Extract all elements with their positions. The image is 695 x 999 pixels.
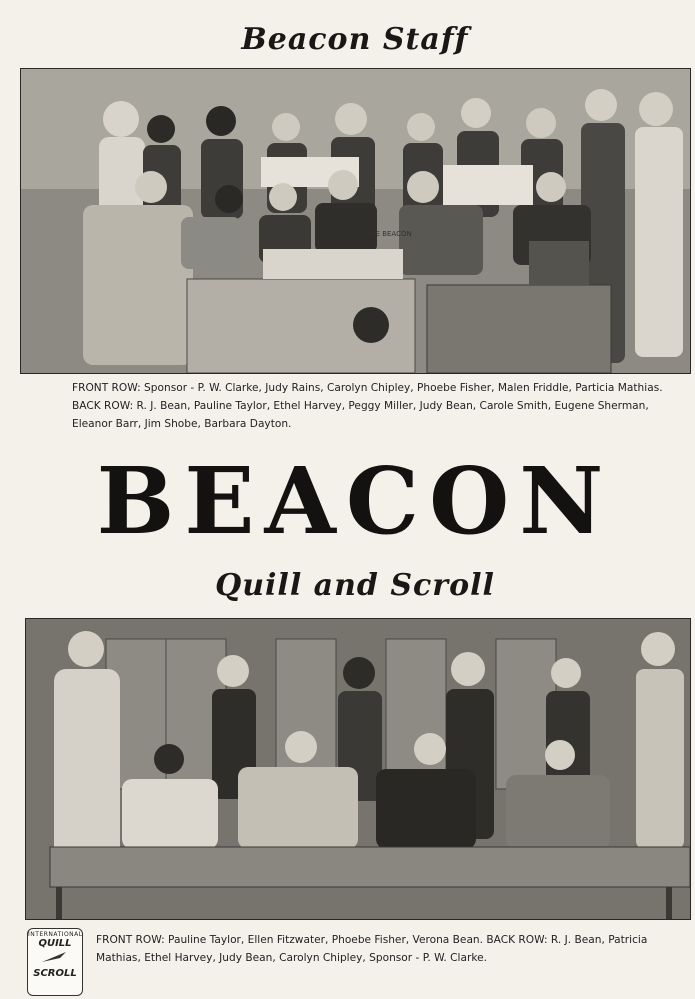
photo-newspaper-text: THE BEACON	[366, 230, 412, 238]
quill-group-photo	[25, 618, 691, 920]
quill-scroll-emblem-icon	[27, 928, 83, 996]
staff-title: Beacon Staff	[241, 22, 469, 57]
staff-caption: FRONT ROW: Sponsor - P. W. Clarke, Judy Rains, Carolyn Chipley, Phoebe Fisher, Malen Friddle, Particia Mathias. BACK ROW: R. J. Bean, Pauline Taylor, Ethel Harvey, Peggy Miller, Judy Bean, Carole Smith, Eugene Sherman, Eleanor Barr, Jim Shobe, Barbara Dayton.	[72, 382, 663, 430]
logo-quill-text: QUILL	[38, 938, 72, 949]
quill-caption: FRONT ROW: Pauline Taylor, Ellen Fitzwater, Phoebe Fisher, Verona Bean. BACK ROW: R. J. Bean, Patricia Mathias, Ethel Harvey, Judy Bean, Carolyn Chipley, Sponsor - P. W. Clarke.	[96, 934, 648, 964]
logo-scroll-text: SCROLL	[33, 968, 77, 979]
logo-top-text: INTERNATIONAL	[28, 931, 83, 938]
quill-pen-icon	[40, 950, 70, 964]
quill-title: Quill and Scroll	[215, 568, 495, 603]
staff-group-photo	[20, 68, 691, 374]
beacon-masthead: BEACON	[96, 447, 614, 555]
